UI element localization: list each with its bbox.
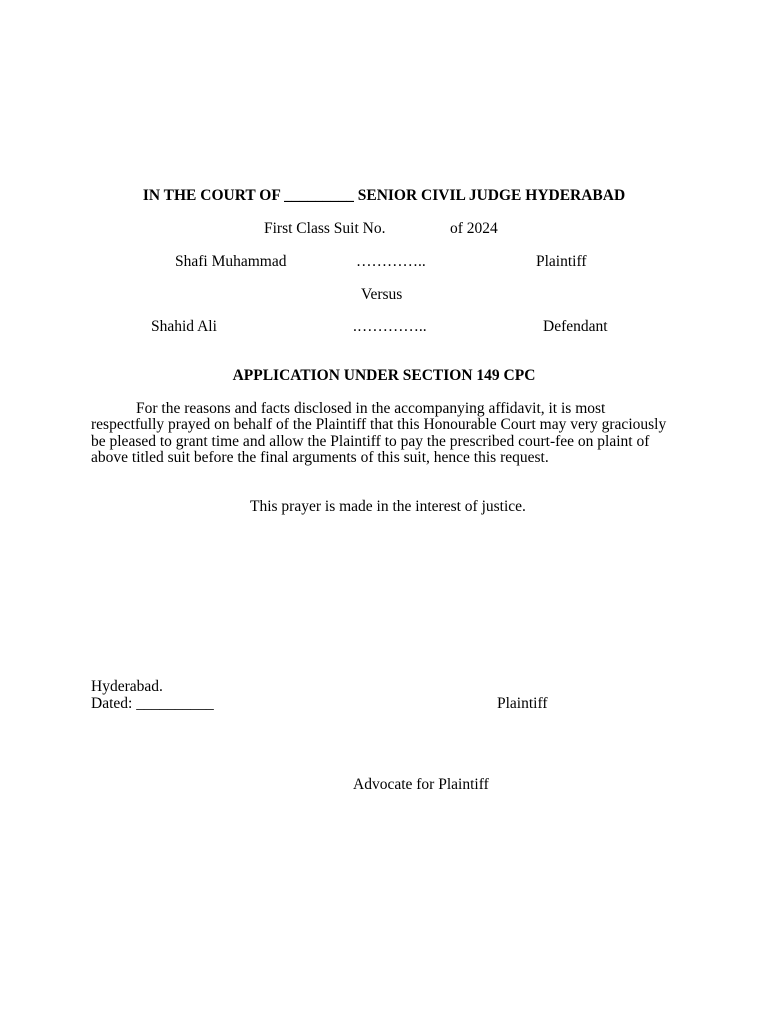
court-heading: IN THE COURT OF _________ SENIOR CIVIL JUDGE HYDERABAD	[142, 187, 626, 204]
application-body	[91, 401, 681, 467]
defendant-dots: .…………..	[353, 318, 427, 335]
versus-label: Versus	[361, 286, 403, 303]
prayer-line: This prayer is made in the interest of justice.	[250, 498, 526, 515]
application-title: APPLICATION UNDER SECTION 149 CPC	[232, 367, 536, 384]
plaintiff-signature: Plaintiff	[497, 695, 548, 712]
defendant-name: Shahid Ali	[151, 318, 217, 335]
defendant-role: Defendant	[543, 318, 608, 335]
plaintiff-dots: …………..	[356, 253, 426, 270]
dated-label: Dated: __________	[91, 695, 214, 712]
suit-number-label: First Class Suit No.	[264, 220, 386, 237]
plaintiff-role: Plaintiff	[536, 253, 587, 270]
plaintiff-name: Shafi Muhammad	[175, 253, 287, 270]
application-body-text: For the reasons and facts disclosed in the accompanying affidavit, it is most respectfully prayed on behalf of the Plaintiff that this Honourable Court may very graciously be pleased to grant time and allow the Plaintiff to pay the prescribed court-fee on plaint of above titled suit before the final arguments of this suit, hence this request.	[91, 400, 667, 467]
suit-year: of 2024	[450, 220, 498, 237]
advocate-signature: Advocate for Plaintiff	[353, 776, 489, 793]
place-label: Hyderabad.	[91, 678, 163, 695]
